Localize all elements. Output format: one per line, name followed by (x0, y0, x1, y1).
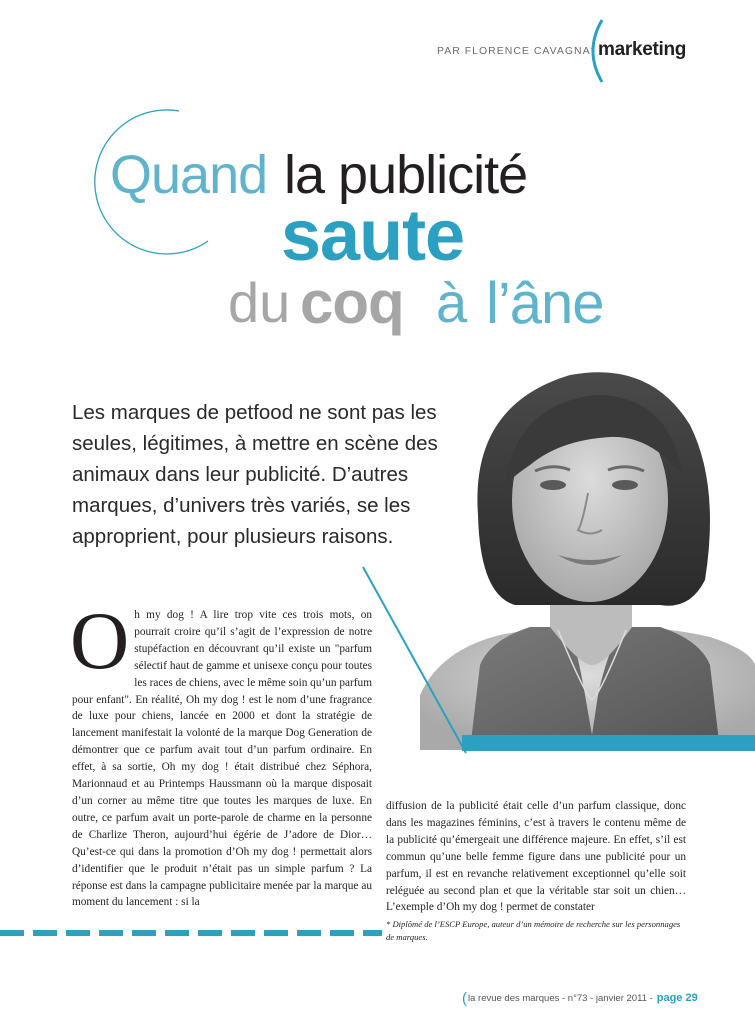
title-word-du: du (228, 271, 291, 334)
title-word-coq: coq (300, 269, 404, 336)
body-column-2: diffusion de la publicité était celle d’un parfum classique, donc dans les magazines féminins, c’est à travers le contenu même de la publicité qu’émergeait une différence majeure. En effet, s’il est commun qu’une belle femme figure dans une publicité pour un parfum, il est en revanche relativement exceptionnel qu’elle soit reléguée au second plan et que la véritable star soit un chien… L’exemple d’Oh my dog ! permet de constater (386, 800, 686, 914)
title-word-lane: l’âne (486, 271, 604, 336)
section-label: marketing (598, 39, 687, 60)
diagonal-accent-line (360, 565, 470, 755)
author-byline: PAR FLORENCE CAVAGNA* (437, 45, 596, 57)
footer-parenthesis-icon: ( (462, 990, 467, 1007)
title-word-saute: saute (281, 196, 465, 276)
page-footer (462, 988, 698, 1005)
author-portrait-photo (420, 365, 755, 750)
lead-paragraph: Les marques de petfood ne sont pas les seules, légitimes, à mettre en scène des animaux dans leur publicité. D’autres marques, d’univers très variés, se les approprient, pour plusieurs raisons. (72, 401, 438, 548)
title-word-la-publicite: la publicité (284, 145, 528, 205)
page-number: page 29 (656, 992, 698, 1004)
body-column-1 (70, 595, 372, 911)
footer-text: la revue des marques - n°73 - janvier 2011 - (468, 993, 653, 1004)
title-word-a: à (436, 271, 468, 334)
title-word-quand: Quand (110, 145, 268, 205)
footnote: * Diplômé de l’ESCP Europe, auteur d’un mémoire de recherche sur les personnages de marques. (386, 919, 681, 942)
drop-cap: O (70, 595, 130, 686)
dashed-rule (0, 929, 382, 937)
body-column-1-text: h my dog ! A lire trop vite ces trois mots, on pourrait croire qu’il s’agit de l’expression de notre stupéfaction en découvrant qu’il existe un "parfum sélectif haut de gamme et unisexe conçu pour toutes les races de chiens, avec le même soin qu’un parfum pour enfant". En réalité, Oh my dog ! est le nom d’une fragrance de luxe pour chiens, lancée en 2000 et dont la stratégie de lancement manifestait la volonté de la marque Dog Generation de démontrer que ce parfum avait tout d’un parfum ordinaire. En effet, à sa sortie, Oh my dog ! était distribué chez Séphora, Marionnaud et au Printemps Haussmann où la marque disposait d’un corner au même titre que toutes les marques de luxe. En outre, ce parfum avait un porte-parole de charme en la personne de Charlize Theron, aujourd’hui égérie de J’adore de Dior… Qu’est-ce qui dans la promotion d’Oh my dog ! permettait alors d’identifier que le produit n’était pas un simple parfum ? La réponse est dans la campagne publicitaire menée par la marque au moment du lancement : si la (72, 609, 372, 909)
accent-band (462, 735, 755, 751)
